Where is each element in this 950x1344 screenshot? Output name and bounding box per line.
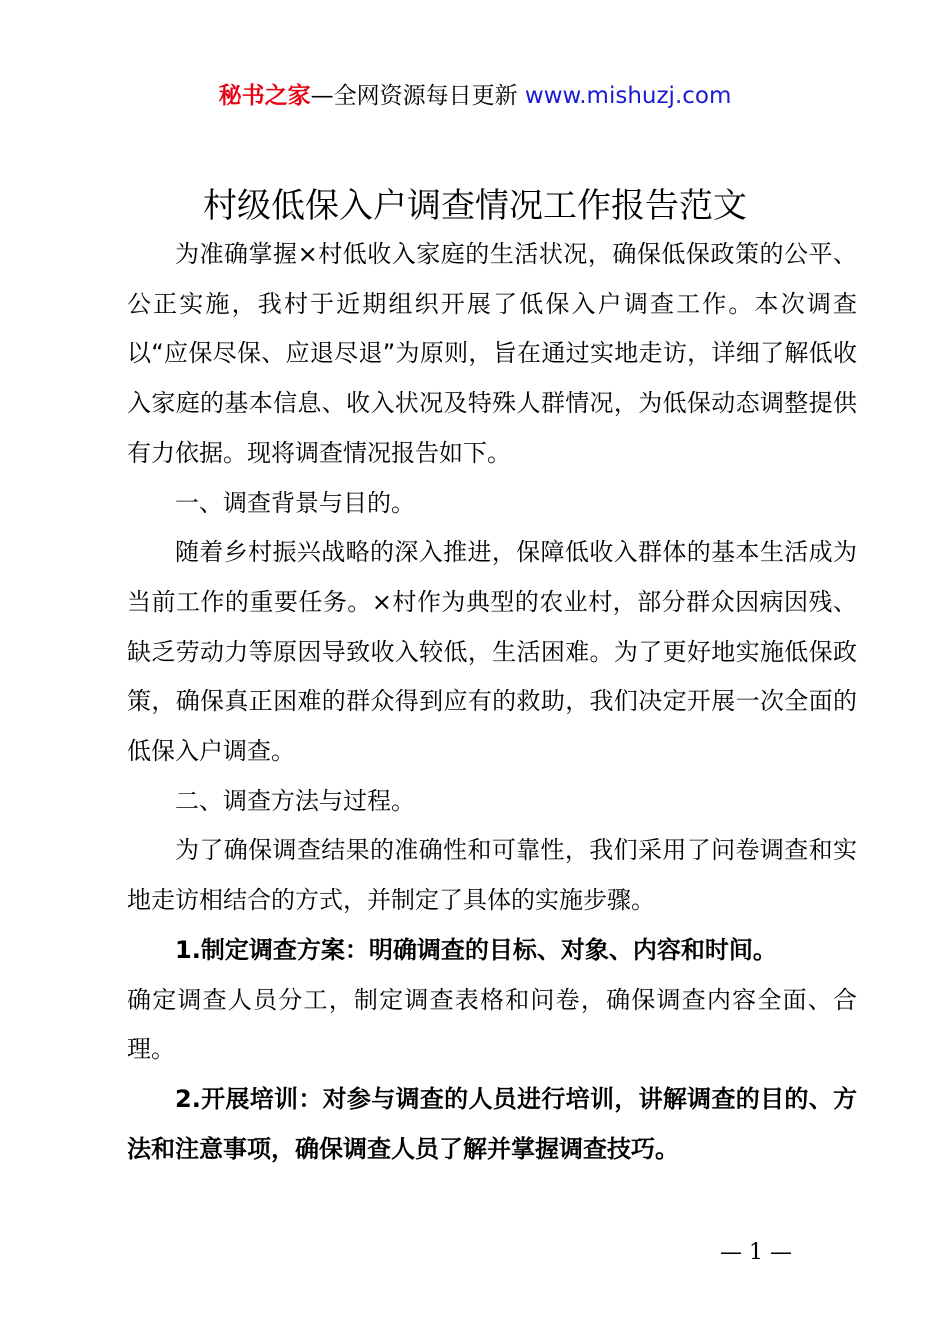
site-header bbox=[0, 80, 950, 112]
document-title: 村级低保入户调查情况工作报告范文 bbox=[203, 186, 747, 226]
step-1-heading: 1.制定调查方案：明确调查的目标、对象、内容和时间。 bbox=[175, 935, 777, 964]
section-heading-methods: 二、调查方法与过程。 bbox=[175, 786, 415, 815]
background-paragraph: 随着乡村振兴战略的深入推进，保障低收入群体的基本生活成为当前工作的重要任务。×村作为典型的农业村，部分群众因病因残、缺乏劳动力等原因导致收入较低，生活困难。为了更好地实施低保政策，确保真正困难的群众得到应有的救助，我们决定开展一次全面的低保入户调查。 bbox=[127, 538, 857, 766]
step-2-paragraph: 2.开展培训：对参与调查的人员进行培训，讲解调查的目的、方法和注意事项，确保调查人员了解并掌握调查技巧。 bbox=[127, 1084, 857, 1163]
site-tagline: —全网资源每日更新 bbox=[310, 83, 518, 109]
document-body bbox=[127, 230, 857, 1174]
section-heading-background: 一、调查背景与目的。 bbox=[175, 488, 415, 517]
intro-paragraph: 为准确掌握×村低收入家庭的生活状况，确保低保政策的公平、公正实施，我村于近期组织开展了低保入户调查工作。本次调查以“应保尽保、应退尽退”为原则，旨在通过实地走访，详细了解低收入家庭的基本信息、收入状况及特殊人群情况，为低保动态调整提供有力依据。现将调查情况报告如下。 bbox=[127, 240, 857, 467]
site-url-link[interactable]: www.mishuzj.com bbox=[524, 83, 732, 109]
page-number: — 1 — bbox=[720, 1240, 792, 1265]
methods-paragraph: 为了确保调查结果的准确性和可靠性，我们采用了问卷调查和实地走访相结合的方式，并制定了具体的实施步骤。 bbox=[127, 836, 857, 915]
site-brand: 秘书之家 bbox=[218, 83, 311, 109]
step-1-paragraph: 确定调查人员分工，制定调查表格和问卷，确保调查内容全面、合理。 bbox=[127, 985, 857, 1064]
